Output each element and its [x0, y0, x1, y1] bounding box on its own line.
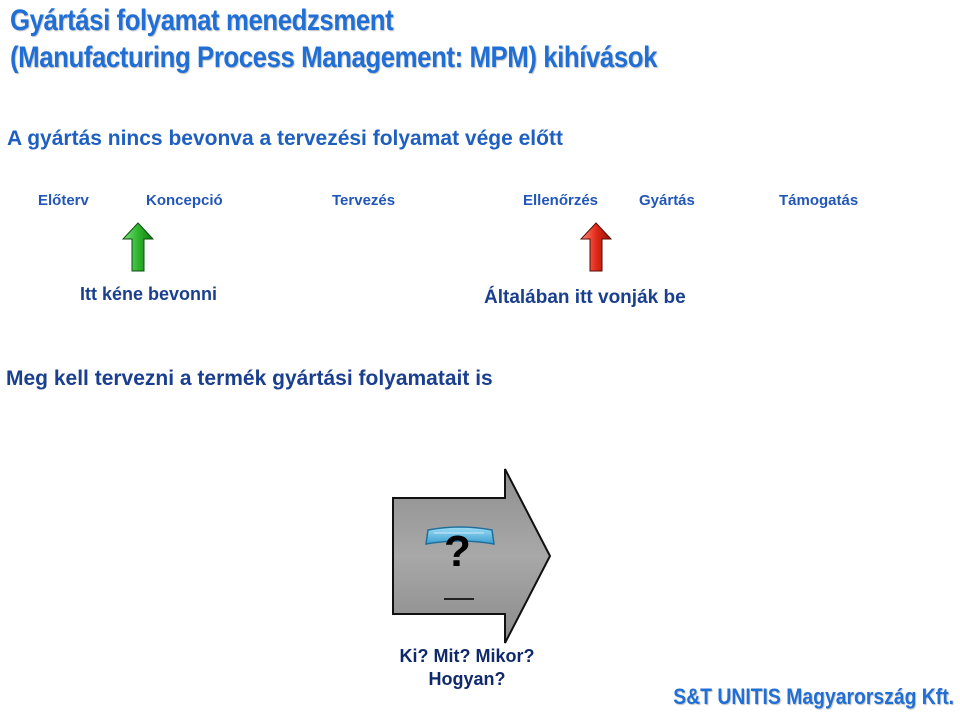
underline-divider [444, 598, 474, 600]
who-what-when-text [372, 645, 562, 691]
phase-tervezes: Tervezés [332, 192, 396, 209]
note-should-involve: Itt kéne bevonni [80, 284, 218, 304]
phase-gyartas: Gyártás [639, 192, 695, 209]
phase-koncepcio: Koncepció [146, 192, 223, 209]
phase-eloterv: Előterv [38, 192, 89, 209]
subtitle: A gyártás nincs bevonva a tervezési folyamat vége előtt [7, 127, 563, 150]
slide-title-line-2: (Manufacturing Process Management: MPM) kihívások [10, 41, 658, 74]
phase-tamogatas: Támogatás [779, 192, 859, 209]
note-usually-involved: Általában itt vonják be [484, 287, 686, 308]
slide-title-line-1: Gyártási folyamat menedzsment [10, 4, 394, 37]
red-up-arrow-icon [580, 222, 612, 272]
process-arrow-shape [392, 468, 552, 644]
slide-title [10, 2, 657, 76]
who-line-2: Hogyan? [428, 669, 506, 689]
company-footer: S&T UNITIS Magyarország Kft. [673, 684, 954, 709]
phase-ellenorzes: Ellenőrzés [523, 192, 599, 209]
green-up-arrow-icon [122, 222, 154, 272]
bottom-statement: Meg kell tervezni a termék gyártási folyamatait is [6, 367, 493, 390]
question-mark: ? [444, 527, 471, 576]
who-line-1: Ki? Mit? Mikor? [399, 646, 535, 666]
